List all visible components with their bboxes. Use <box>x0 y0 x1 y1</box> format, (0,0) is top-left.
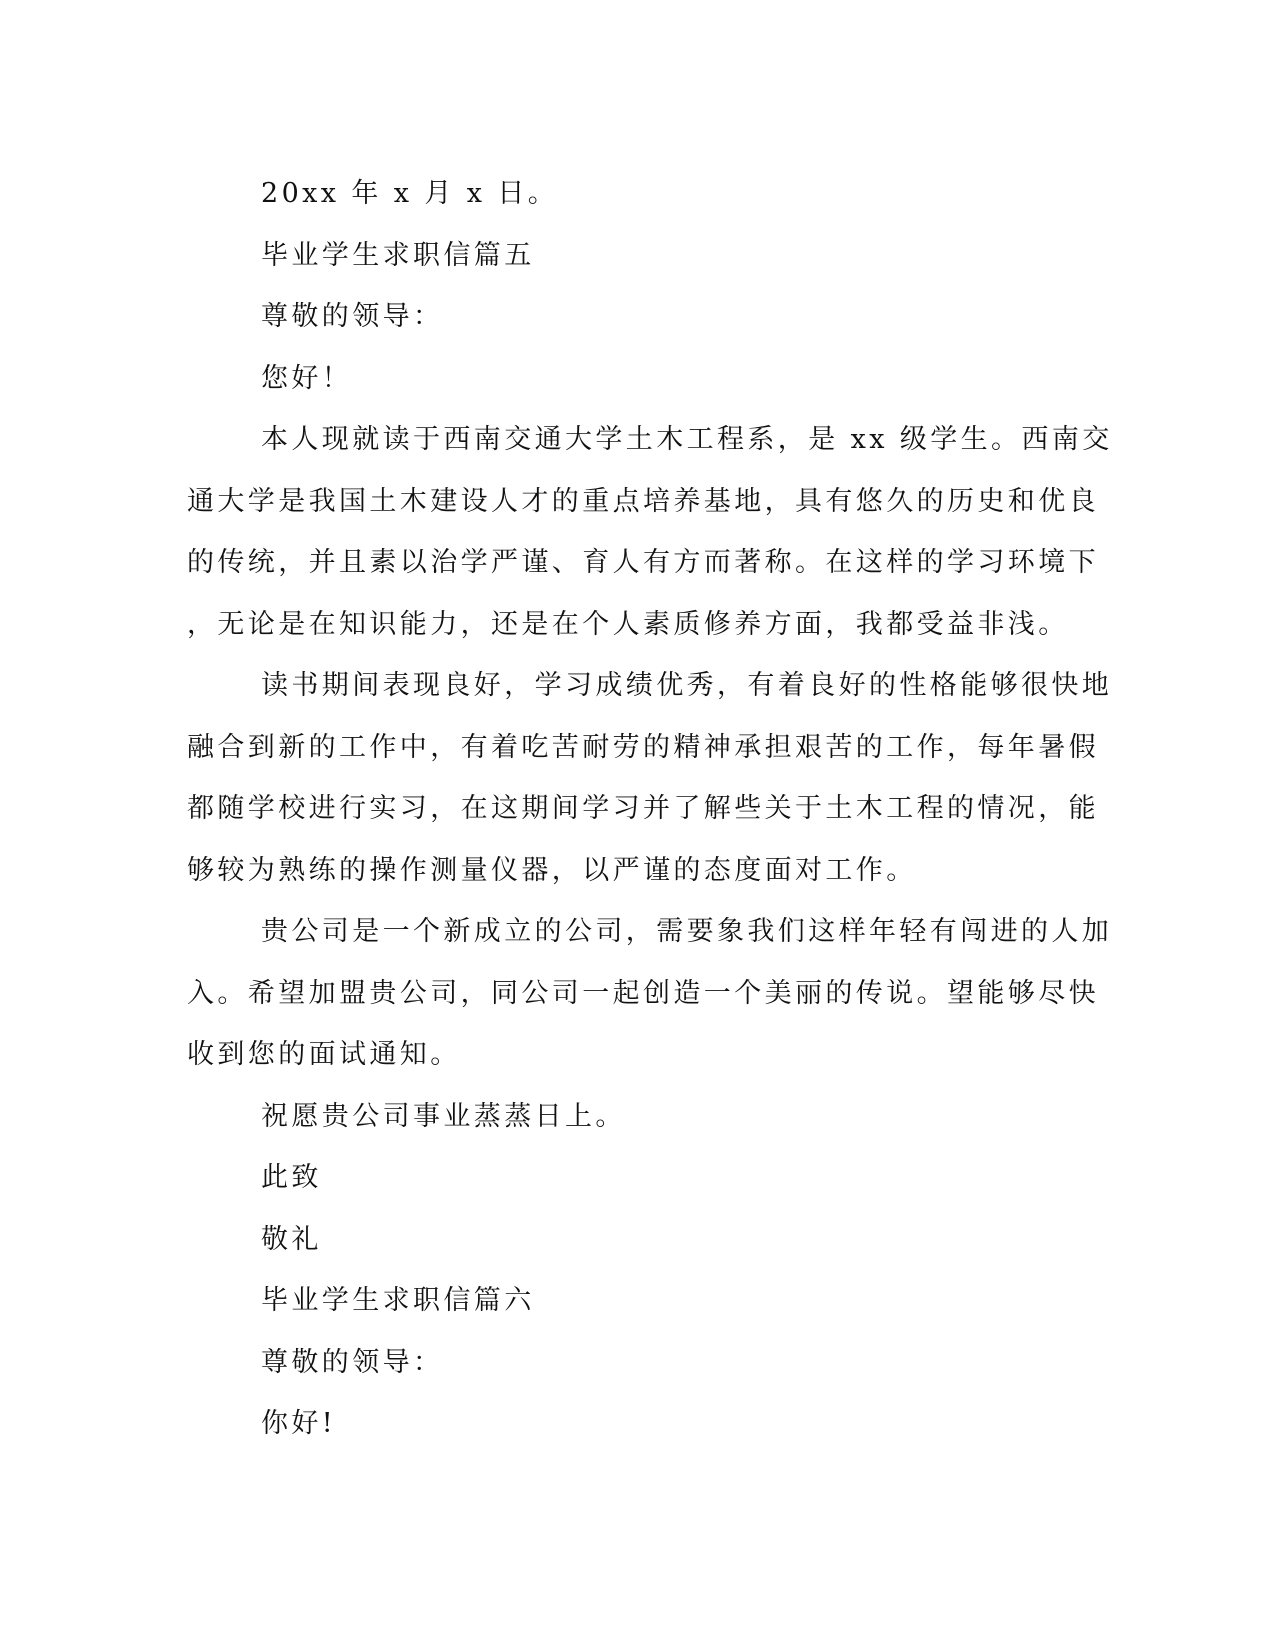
paragraph-line: 入。希望加盟贵公司，同公司一起创造一个美丽的传说。望能够尽快 <box>187 977 1099 1009</box>
paragraph-education <box>187 409 1113 655</box>
paragraph-line: 融合到新的工作中，有着吃苦耐劳的精神承担艰苦的工作，每年暑假 <box>187 731 1099 763</box>
paragraph-line: ，无论是在知识能力，还是在个人素质修养方面，我都受益非浅。 <box>187 608 1069 640</box>
wish-line: 祝愿贵公司事业蒸蒸日上。 <box>261 1100 626 1132</box>
paragraph-line: 都随学校进行实习，在这期间学习并了解些关于土木工程的情况，能 <box>187 793 1099 824</box>
paragraph-line: 本人现就读于西南交通大学土木工程系，是 xx 级学生。西南交 <box>261 424 1113 455</box>
salutation-6: 尊敬的领导： <box>261 1346 444 1378</box>
date-line: 20xx 年 x 月 x 日。 <box>261 178 559 209</box>
letter-body <box>187 163 1113 1455</box>
greeting-5: 您好！ <box>261 362 353 394</box>
letter-heading-5: 毕业学生求职信篇五 <box>261 239 535 271</box>
paragraph-line: 贵公司是一个新成立的公司，需要象我们这样年轻有闯进的人加 <box>261 916 1113 947</box>
greeting-6: 你好! <box>261 1408 337 1439</box>
letter-heading-6: 毕业学生求职信篇六 <box>261 1285 535 1316</box>
paragraph-line: 的传统，并且素以治学严谨、育人有方而著称。在这样的学习环境下 <box>187 547 1099 578</box>
paragraph-performance <box>187 655 1113 901</box>
paragraph-line: 通大学是我国土木建设人才的重点培养基地，具有悠久的历史和优良 <box>187 485 1099 517</box>
closing-line-1: 此致 <box>261 1162 322 1193</box>
salutation-5: 尊敬的领导： <box>261 301 444 332</box>
paragraph-company <box>187 901 1113 1086</box>
closing-line-2: 敬礼 <box>261 1223 322 1255</box>
paragraph-line: 够较为熟练的操作测量仪器，以严谨的态度面对工作。 <box>187 854 917 886</box>
paragraph-line: 收到您的面试通知。 <box>187 1039 461 1070</box>
paragraph-line: 读书期间表现良好，学习成绩优秀，有着良好的性格能够很快地 <box>261 670 1113 701</box>
